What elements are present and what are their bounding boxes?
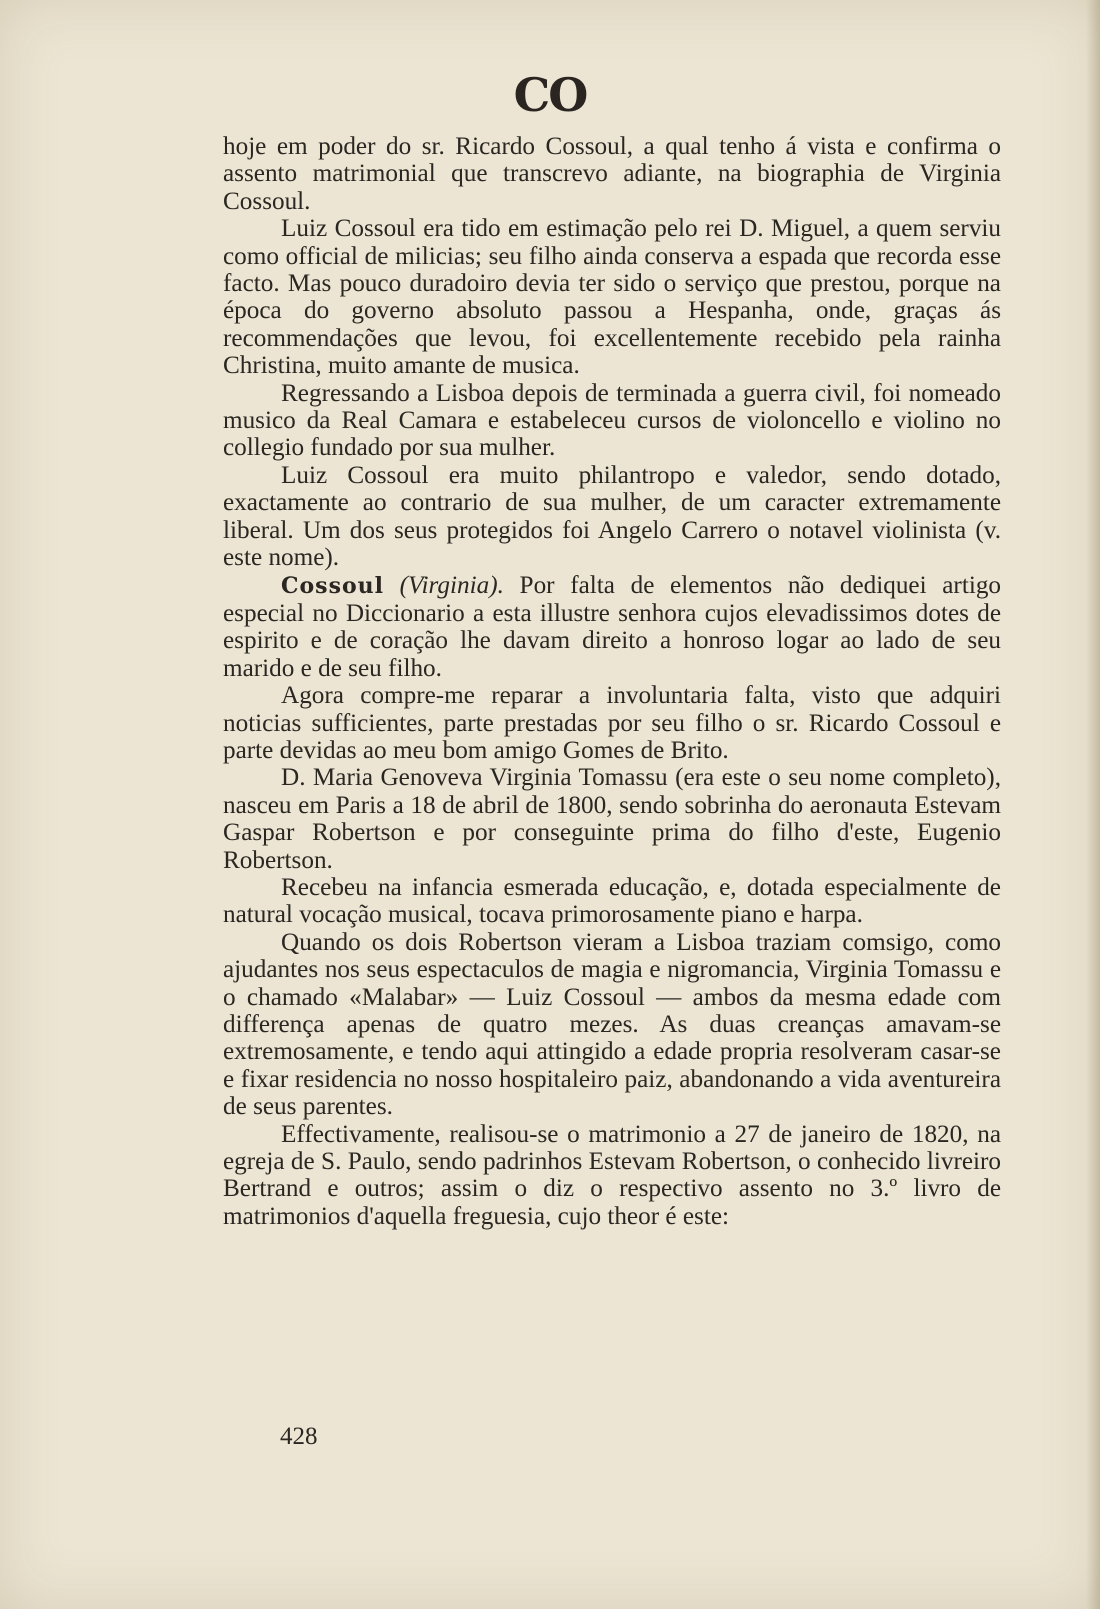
page-number: 428 [280,1423,318,1450]
entry-paragraph [223,572,1001,683]
paragraph: hoje em poder do sr. Ricardo Cossoul, a qual tenho á vista e confirma o assento matrimonial que transcrevo adiante, na biographia de Virginia Cossoul. [223,133,1001,215]
paragraph: Regressando a Lisboa depois de terminada a guerra civil, foi nomeado musico da Real Camara e estabeleceu cursos de violoncello e violino no collegio fundado por sua mulher. [223,379,1001,462]
entry-text: Por falta de elementos não dediquei artigo especial no Diccionario a esta illustre senhora cujos elevadissimos dotes de espirito e de coração lhe davam direito a honroso logar ao lado de seu marido e de seu filho. [223,571,1002,682]
page-edge-shadow [1086,0,1100,1609]
paragraph: Quando os dois Robertson vieram a Lisboa traziam comsigo, como ajudantes nos seus espectaculos de magia e nigromancia, Virginia Tomassu e o chamado «Malabar» — Luiz Cossoul — ambos da mesma edade com differença apenas de quatro mezes. As duas creanças amavam-se extremosamente, e tendo aqui attingido a edade propria resolveram casar-se e fixar residencia no nosso hospitaleiro paiz, abandonando a vida aventureira de seus parentes. [223,928,1001,1121]
paragraph: Agora compre-me reparar a involuntaria falta, visto que adquiri noticias sufficientes, parte prestadas por seu filho o sr. Ricardo Cossoul e parte devidas ao meu bom amigo Gomes de Brito. [223,682,1001,764]
header-ornament: CO [513,68,587,122]
paragraph: Luiz Cossoul era muito philantropo e valedor, sendo dotado, exactamente ao contrario de sua mulher, de um caracter extremamente liberal. Um dos seus protegidos foi Angelo Carrero o notavel violinista (v. este nome). [223,461,1001,572]
entry-heading: Cossoul [281,572,384,599]
body-text [223,133,1001,1230]
entry-subheading: (Virginia). [399,571,504,599]
paragraph: D. Maria Genoveva Virginia Tomassu (era este o seu nome completo), nasceu em Paris a 18 de abril de 1800, sendo sobrinha do aeronauta Estevam Gaspar Robertson e por conseguinte prima do filho d'este, Eugenio Robertson. [223,764,1001,874]
paragraph: Recebeu na infancia esmerada educação, e, dotada especialmente de natural vocação musical, tocava primorosamente piano e harpa. [223,873,1001,929]
paragraph: Effectivamente, realisou-se o matrimonio a 27 de janeiro de 1820, na egreja de S. Paulo, sendo padrinhos Estevam Robertson, o conhecido livreiro Bertrand e outros; assim o diz o respectivo assento no 3.º livro de matrimonios d'aquella freguesia, cujo theor é este: [223,1120,1001,1230]
paragraph: Luiz Cossoul era tido em estimação pelo rei D. Miguel, a quem serviu como official de milicias; seu filho ainda conserva a espada que recorda esse facto. Mas pouco duradoiro devia ter sido o serviço que prestou, porque na época do governo absoluto passou a Hespanha, onde, graças ás recommendações que levou, foi excellentemente recebido pela rainha Christina, muito amante de musica. [223,215,1001,380]
